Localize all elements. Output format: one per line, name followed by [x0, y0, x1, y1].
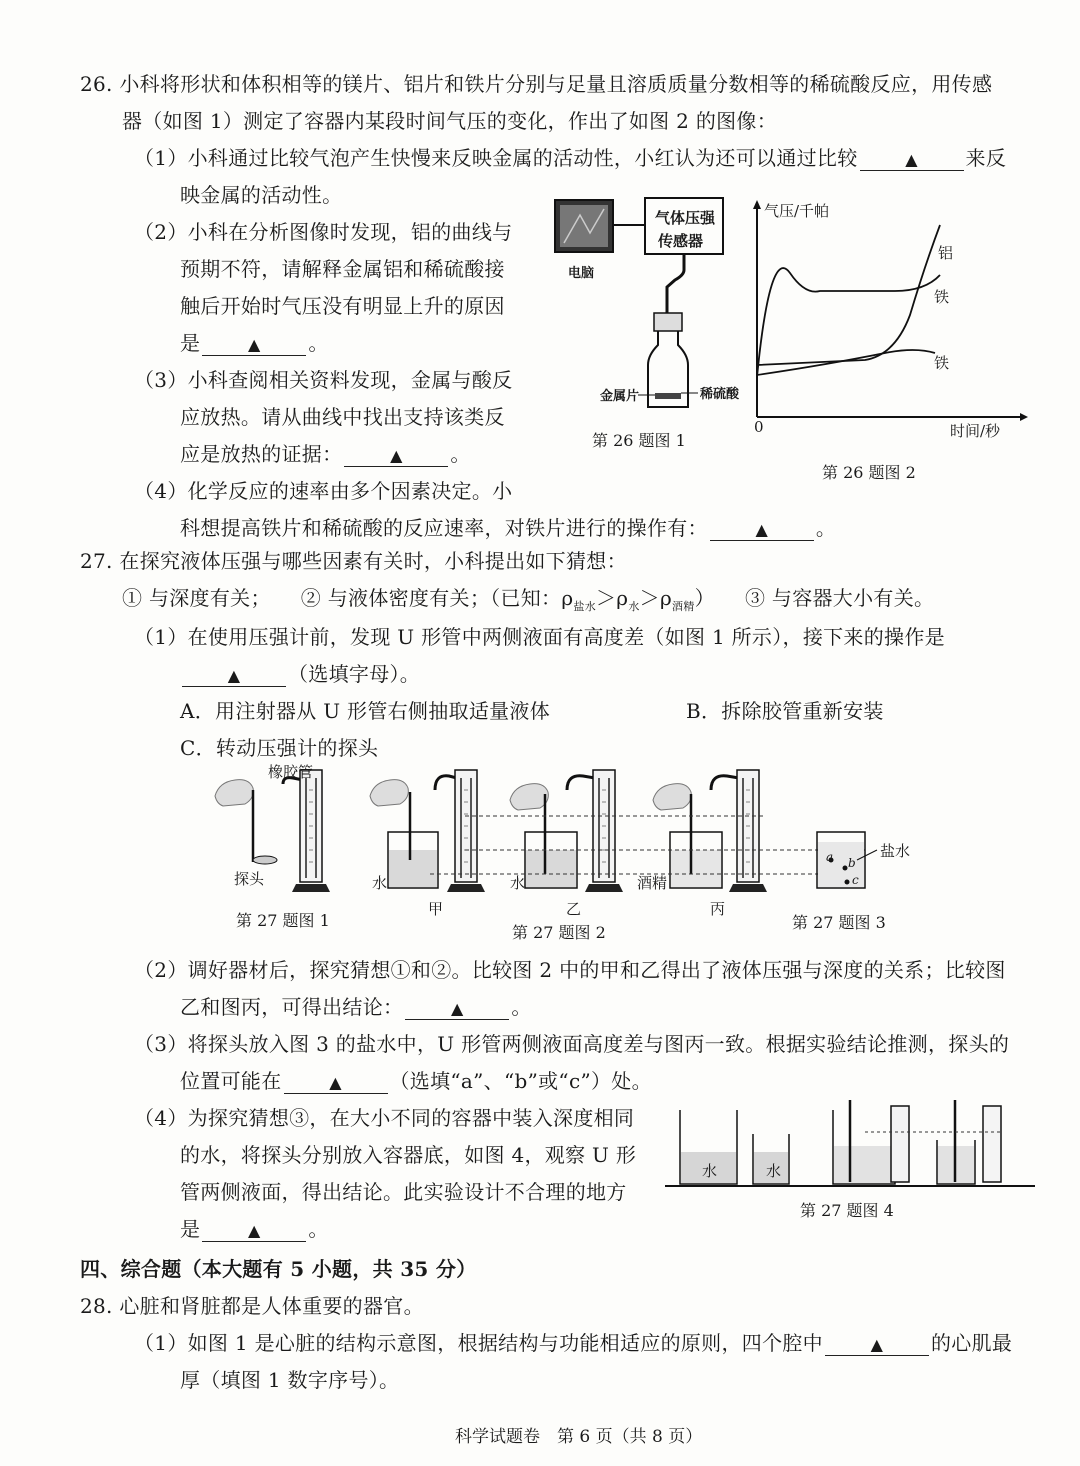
point-b	[843, 866, 848, 871]
q27-part2-line2	[180, 993, 532, 1021]
rubber-tube	[435, 776, 457, 790]
point-c	[845, 880, 850, 885]
q27-figure4	[665, 1100, 1045, 1192]
u-tube-gauge-1	[292, 770, 330, 892]
section-4-heading: 四、综合题（本大题有 5 小题，共 35 分）	[80, 1257, 477, 1281]
option-b: B．拆除胶管重新安装	[686, 699, 884, 723]
q28-part1-text-end: 的心肌最	[930, 1331, 1013, 1355]
caption-26-fig2: 第 26 题图 2	[822, 463, 916, 482]
blank-marker: ▲	[755, 520, 769, 539]
series-line-3	[757, 350, 935, 375]
chart-xlabel: 时间/秒	[950, 422, 1001, 440]
u-tube-gauge-yi	[585, 770, 623, 892]
period: 。	[308, 1217, 329, 1241]
period: 。	[308, 331, 329, 355]
q26-part1-line2: 映金属的活动性。	[180, 183, 343, 207]
answer-blank[interactable]	[710, 516, 814, 541]
water-yi	[526, 850, 576, 887]
paren-end: ）	[694, 586, 715, 610]
q28-part1-line1	[134, 1329, 1012, 1357]
label-c: c	[852, 873, 859, 887]
q27-part4-line4	[180, 1215, 329, 1243]
label-jia: 甲	[428, 900, 444, 918]
label-rubber-tube: 橡胶管	[268, 763, 314, 781]
label-probe: 探头	[234, 870, 265, 888]
q27-part1-line2	[180, 660, 420, 688]
water-jia	[389, 850, 437, 887]
q26-figure2-chart	[745, 195, 1035, 435]
guess-2: ② 与液体密度有关；（已知：ρ	[300, 586, 574, 610]
caption-27-fig1: 第 27 题图 1	[236, 911, 330, 930]
q27-part3-line2	[180, 1067, 652, 1095]
caption-27-fig2: 第 27 题图 2	[512, 923, 606, 942]
answer-blank[interactable]	[202, 331, 306, 356]
label-water-large: 水	[702, 1162, 718, 1180]
bottle-cap	[654, 313, 682, 331]
blank-marker: ▲	[227, 666, 241, 685]
q26-part4-text: 科想提高铁片和稀硫酸的反应速率，对铁片进行的操作有：	[180, 516, 708, 540]
answer-blank[interactable]	[825, 1331, 929, 1356]
q26-part3-line3	[180, 440, 471, 468]
label-a: a	[826, 850, 834, 864]
q27-figures-1-3	[205, 770, 925, 910]
q26-stem-line2: 器（如图 1）测定了容器内某段时间气压的变化，作出了如图 2 的图像：	[122, 109, 778, 133]
guess-3: ③ 与容器大小有关。	[744, 586, 935, 610]
q26-stem-line1: 26. 小科将形状和体积相等的镁片、铝片和铁片分别与足量且溶质质量分数相等的稀硫酸反应，用传感	[80, 72, 993, 96]
blank-marker: ▲	[870, 1335, 884, 1354]
label-alcohol: 酒精	[637, 874, 668, 892]
hand-icon	[510, 784, 548, 810]
q27-guesses	[122, 584, 934, 621]
q28-part1-text: （1）如图 1 是心脏的结构示意图，根据结构与功能相适应的原则，四个腔中	[134, 1331, 823, 1355]
q26-part4-line1: （4）化学反应的速率由多个因素决定。小	[134, 479, 513, 503]
water-3	[834, 1146, 894, 1183]
q27-part4-line3: 管两侧液面，得出结论。此实验设计不合理的地方	[180, 1180, 627, 1204]
q26-part3-line1: （3）小科查阅相关资料发现，金属与酸反	[134, 368, 513, 392]
q26-part1-text-end: 来反	[965, 146, 1007, 170]
label-sensor-1: 气体压强	[655, 209, 716, 227]
q27-part1-text: （选填字母）。	[288, 662, 421, 686]
hand-icon	[215, 780, 253, 806]
q26-part2-text: 是	[180, 331, 201, 355]
q26-part1-line1	[134, 144, 1006, 172]
q28-stem: 28. 心脏和肾脏都是人体重要的器官。	[80, 1294, 424, 1318]
series-label-fe2: 铁	[934, 354, 950, 372]
q27-part4-line2: 的水，将探头分别放入容器底，如图 4，观察 U 形	[180, 1143, 637, 1167]
answer-blank[interactable]	[344, 442, 448, 467]
chart-ylabel: 气压/千帕	[764, 202, 830, 220]
hand-icon	[653, 784, 691, 810]
label-b: b	[848, 856, 856, 870]
series-label-al: 铝	[938, 244, 954, 262]
option-c: C．转动压强计的探头	[180, 736, 379, 760]
q27-stem: 27. 在探究液体压强与哪些因素有关时，小科提出如下猜想：	[80, 549, 627, 573]
guess-1: ① 与深度有关；	[122, 586, 271, 610]
answer-blank[interactable]	[860, 146, 964, 171]
tube	[667, 254, 684, 315]
series-line-2	[757, 225, 940, 365]
label-bing: 丙	[710, 900, 726, 918]
period: 。	[815, 516, 837, 540]
q27-part4-line1: （4）为探究猜想③，在大小不同的容器中装入深度相同	[134, 1106, 635, 1130]
q26-part2-line1: （2）小科在分析图像时发现，铝的曲线与	[134, 220, 513, 244]
label-sensor-2: 传感器	[658, 232, 704, 250]
rubber-tube	[567, 776, 595, 790]
q28-part1-line2: 厚（填图 1 数字序号）。	[180, 1368, 400, 1392]
computer-screen	[560, 205, 608, 247]
q26-part3-line2: 应放热。请从曲线中找出支持该类反	[180, 405, 505, 429]
q27-part3-line1: （3）将探头放入图 3 的盐水中，U 形管两侧液面高度差与图丙一致。根据实验结论推测，探头的	[134, 1032, 1010, 1056]
metal-piece	[655, 393, 681, 399]
page-footer: 科学试题卷 第 6 页（共 8 页）	[455, 1427, 703, 1447]
alcohol-bing	[671, 850, 721, 887]
label-yi: 乙	[566, 900, 582, 918]
q26-part4-line2	[180, 514, 836, 542]
caption-27-fig3: 第 27 题图 3	[792, 913, 886, 932]
label-water-small: 水	[766, 1162, 782, 1180]
q27-part4-text: 是	[180, 1217, 201, 1241]
answer-blank[interactable]	[284, 1069, 388, 1094]
blank-marker: ▲	[390, 446, 403, 465]
subscript-brine: 盐水	[573, 600, 596, 613]
q27-part3-text: 位置可能在	[180, 1069, 282, 1093]
blank-marker: ▲	[451, 999, 464, 1018]
caption-26-fig1: 第 26 题图 1	[592, 431, 686, 450]
series-label-fe1: 铁	[934, 288, 950, 306]
q26-part3-text: 应是放热的证据：	[180, 442, 343, 466]
label-acid: 稀硫酸	[700, 387, 740, 402]
caption-27-fig4: 第 27 题图 4	[800, 1201, 894, 1220]
blank-marker: ▲	[905, 150, 918, 169]
gt-1: ＞ρ	[596, 586, 629, 610]
label-water-yi: 水	[510, 874, 526, 892]
option-a: A．用注射器从 U 形管右侧抽取适量液体	[180, 699, 551, 723]
answer-blank[interactable]	[405, 995, 509, 1020]
blank-marker: ▲	[248, 335, 261, 354]
u-tube-gauge	[983, 1106, 1001, 1182]
y-axis-arrow	[753, 200, 761, 209]
hand-icon	[370, 780, 408, 806]
q26-part2-line4	[180, 329, 329, 357]
q26-part2-line3: 触后开始时气压没有明显上升的原因	[180, 294, 505, 318]
period: 。	[511, 995, 532, 1019]
label-water-jia: 水	[372, 874, 388, 892]
blank-marker: ▲	[329, 1073, 342, 1092]
chart-origin: 0	[754, 418, 764, 436]
q27-part2-line1: （2）调好器材后，探究猜想①和②。比较图 2 中的甲和乙得出了液体压强与深度的关系；比较图	[134, 958, 1006, 982]
blank-marker: ▲	[248, 1221, 261, 1240]
u-tube-gauge	[891, 1106, 909, 1182]
probe-icon	[253, 856, 277, 864]
label-computer: 电脑	[568, 266, 595, 281]
x-axis-arrow	[1020, 413, 1028, 421]
q26-part2-line2: 预期不符，请解释金属铝和稀硫酸接	[180, 257, 505, 281]
gt-2: ＞ρ	[639, 586, 673, 610]
subscript-water: 水	[628, 600, 640, 613]
q26-part1-text: （1）小科通过比较气泡产生快慢来反映金属的活动性，小红认为还可以通过比较	[134, 146, 858, 170]
subscript-alcohol: 酒精	[672, 600, 695, 613]
answer-blank[interactable]	[182, 662, 286, 687]
answer-blank[interactable]	[202, 1217, 306, 1242]
label-brine: 盐水	[880, 842, 911, 860]
label-metal: 金属片	[600, 389, 640, 404]
period: 。	[450, 442, 471, 466]
rubber-tube	[711, 776, 739, 790]
q27-part3-text-end: （选填“a”、“b”或“c”）处。	[389, 1069, 652, 1093]
q27-part1-line1: （1）在使用压强计前，发现 U 形管中两侧液面有高度差（如图 1 所示），接下来的操作是	[134, 625, 945, 649]
q27-part2-text: 乙和图丙，可得出结论：	[180, 995, 404, 1019]
